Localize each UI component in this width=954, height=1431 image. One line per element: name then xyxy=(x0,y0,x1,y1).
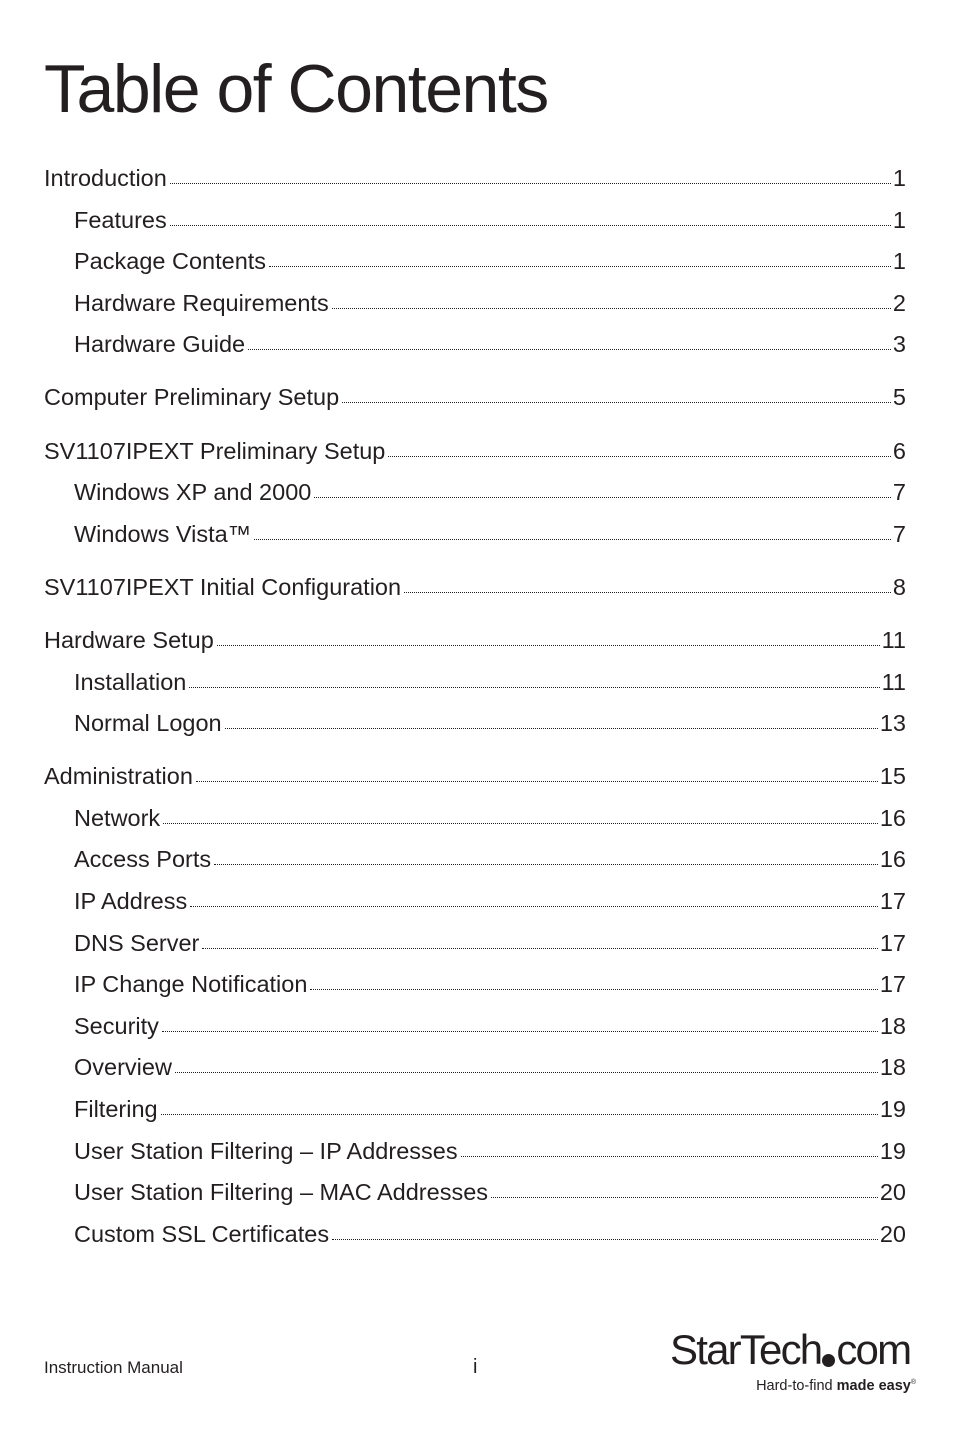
toc-entry-page: 19 xyxy=(879,1137,906,1164)
toc-dot-leader xyxy=(310,989,877,990)
toc-entry-label: Hardware Setup xyxy=(44,626,214,653)
toc-entry[interactable] xyxy=(44,1131,906,1173)
toc-entry-page: 6 xyxy=(892,437,906,464)
table-of-contents xyxy=(44,158,906,1255)
toc-entry-label: Features xyxy=(74,206,167,233)
toc-entry[interactable] xyxy=(44,881,906,923)
toc-entry-page: 17 xyxy=(879,971,906,998)
page-title: Table of Contents xyxy=(44,51,548,127)
toc-entry[interactable] xyxy=(44,200,906,242)
toc-entry[interactable] xyxy=(44,1089,906,1131)
toc-entry[interactable] xyxy=(44,158,906,200)
toc-entry-page: 18 xyxy=(879,1012,906,1039)
toc-entry-label: Overview xyxy=(74,1054,172,1081)
logo-dot-icon xyxy=(822,1354,835,1367)
toc-entry-label: User Station Filtering – IP Addresses xyxy=(74,1137,458,1164)
toc-entry-page: 1 xyxy=(892,206,906,233)
brand-block xyxy=(670,1326,918,1400)
toc-dot-leader xyxy=(162,1031,878,1032)
toc-dot-leader xyxy=(217,645,880,646)
tagline-light: Hard-to-find xyxy=(756,1378,833,1394)
toc-entry-page: 3 xyxy=(892,331,906,358)
toc-entry[interactable] xyxy=(44,514,906,556)
toc-entry-label: Computer Preliminary Setup xyxy=(44,384,340,411)
toc-dot-leader xyxy=(225,728,878,729)
toc-entry-label: IP Change Notification xyxy=(74,971,308,998)
document-type-label: Instruction Manual xyxy=(44,1358,183,1377)
toc-entry[interactable] xyxy=(44,964,906,1006)
toc-dot-leader xyxy=(332,1239,878,1240)
toc-entry[interactable] xyxy=(44,1214,906,1256)
toc-entry-page: 20 xyxy=(879,1220,906,1247)
toc-entry-label: Normal Logon xyxy=(74,710,222,737)
toc-entry[interactable] xyxy=(44,324,906,366)
toc-entry-page: 5 xyxy=(892,384,906,411)
toc-entry[interactable] xyxy=(44,756,906,798)
toc-dot-leader xyxy=(332,308,891,309)
toc-dot-leader xyxy=(404,592,891,593)
toc-entry-page: 16 xyxy=(879,846,906,873)
toc-entry[interactable] xyxy=(44,923,906,965)
toc-entry-label: Security xyxy=(74,1012,159,1039)
startech-logo xyxy=(670,1326,910,1374)
toc-entry[interactable] xyxy=(44,283,906,325)
toc-dot-leader xyxy=(269,266,891,267)
toc-entry-page: 7 xyxy=(892,520,906,547)
toc-entry-label: Windows XP and 2000 xyxy=(74,479,312,506)
toc-dot-leader xyxy=(202,948,877,949)
toc-entry-label: Package Contents xyxy=(74,248,267,275)
toc-entry-page: 17 xyxy=(879,929,906,956)
toc-entry-page: 1 xyxy=(892,248,906,275)
toc-entry-label: Custom SSL Certificates xyxy=(74,1220,330,1247)
toc-entry-label: Filtering xyxy=(74,1095,158,1122)
toc-entry-page: 1 xyxy=(892,165,906,191)
toc-entry-label: Hardware Requirements xyxy=(74,289,329,316)
toc-entry[interactable] xyxy=(44,431,906,473)
toc-entry-page: 8 xyxy=(892,573,906,600)
toc-entry[interactable] xyxy=(44,620,906,662)
brand-tagline xyxy=(756,1378,916,1394)
toc-dot-leader xyxy=(342,402,891,403)
toc-entry-page: 11 xyxy=(881,626,906,653)
toc-entry[interactable] xyxy=(44,567,906,609)
toc-dot-leader xyxy=(314,497,891,498)
toc-entry-page: 16 xyxy=(879,804,906,831)
toc-entry[interactable] xyxy=(44,241,906,283)
toc-entry-label: SV1107IPEXT Preliminary Setup xyxy=(44,437,386,464)
toc-dot-leader xyxy=(189,687,879,688)
toc-dot-leader xyxy=(161,1114,878,1115)
toc-dot-leader xyxy=(175,1072,878,1073)
toc-entry[interactable] xyxy=(44,798,906,840)
toc-entry-label: DNS Server xyxy=(74,929,200,956)
toc-entry-page: 11 xyxy=(881,668,906,695)
toc-entry-label: Access Ports xyxy=(74,846,212,873)
toc-entry[interactable] xyxy=(44,1047,906,1089)
toc-entry-page: 2 xyxy=(892,289,906,316)
toc-dot-leader xyxy=(388,456,891,457)
toc-entry-page: 19 xyxy=(879,1095,906,1122)
toc-entry-label: Installation xyxy=(74,668,187,695)
toc-entry[interactable] xyxy=(44,703,906,745)
toc-entry-label: Administration xyxy=(44,763,193,790)
toc-dot-leader xyxy=(190,906,878,907)
toc-dot-leader xyxy=(170,225,891,226)
toc-entry-label: Windows Vista™ xyxy=(74,520,252,547)
toc-entry-label: Introduction xyxy=(44,165,167,191)
toc-dot-leader xyxy=(170,183,891,184)
toc-entry-page: 13 xyxy=(879,710,906,737)
toc-entry-label: Network xyxy=(74,804,161,831)
toc-dot-leader xyxy=(248,349,891,350)
toc-entry-page: 20 xyxy=(879,1179,906,1206)
toc-entry-label: SV1107IPEXT Initial Configuration xyxy=(44,573,402,600)
toc-entry[interactable] xyxy=(44,662,906,704)
toc-dot-leader xyxy=(254,539,891,540)
toc-entry[interactable] xyxy=(44,1172,906,1214)
registered-mark: ® xyxy=(910,1379,916,1387)
toc-dot-leader xyxy=(196,781,878,782)
toc-entry[interactable] xyxy=(44,839,906,881)
toc-entry[interactable] xyxy=(44,377,906,419)
toc-entry[interactable] xyxy=(44,472,906,514)
toc-dot-leader xyxy=(214,864,878,865)
toc-entry-page: 7 xyxy=(892,479,906,506)
toc-dot-leader xyxy=(461,1156,878,1157)
toc-entry-page: 15 xyxy=(879,763,906,790)
logo-name-part2: com xyxy=(836,1326,911,1373)
logo-name-part1: StarTech xyxy=(670,1326,822,1373)
toc-dot-leader xyxy=(163,823,878,824)
toc-entry-label: User Station Filtering – MAC Addresses xyxy=(74,1179,489,1206)
toc-entry-label: IP Address xyxy=(74,888,188,914)
tagline-bold: made easy xyxy=(836,1378,911,1394)
toc-entry-page: 18 xyxy=(879,1054,906,1081)
toc-dot-leader xyxy=(491,1197,878,1198)
toc-entry-page: 17 xyxy=(879,888,906,914)
toc-entry[interactable] xyxy=(44,1006,906,1048)
page-number: i xyxy=(473,1356,478,1378)
toc-entry-label: Hardware Guide xyxy=(74,331,246,358)
